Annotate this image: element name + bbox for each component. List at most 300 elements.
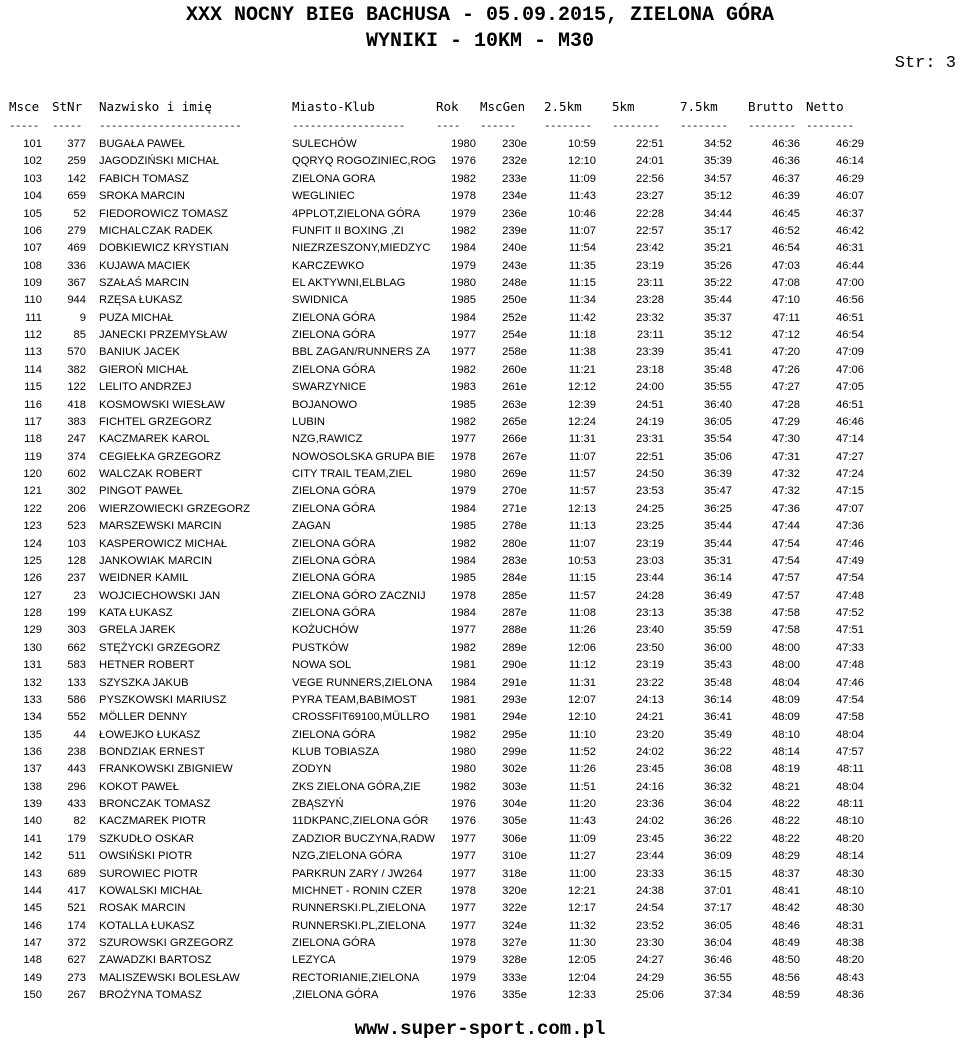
cell-time-brutto: 47:20	[772, 346, 800, 359]
cell-time-netto: 47:46	[836, 676, 864, 689]
cell-split-2-5km: 11:38	[568, 346, 596, 359]
cell-split-7-5km: 35:43	[704, 659, 732, 672]
cell-birth-year: 1977	[451, 867, 476, 880]
cell-gen-place: 266e	[502, 433, 527, 446]
cell-time-brutto: 48:49	[772, 937, 800, 949]
cell-split-7-5km: 35:22	[704, 277, 732, 289]
cell-split-5km: 23:50	[636, 641, 664, 654]
cell-split-7-5km: 35:49	[704, 728, 732, 741]
cell-time-brutto: 46:45	[772, 207, 800, 220]
cell-split-7-5km: 36:08	[704, 763, 732, 776]
cell-gen-place: 302e	[502, 763, 527, 776]
cell-athlete-name: PINGOT PAWEŁ	[99, 485, 183, 498]
cell-split-2-5km: 12:13	[568, 502, 596, 515]
cell-city-club: LUBIN	[292, 415, 325, 428]
cell-athlete-name: HETNER ROBERT	[99, 659, 195, 672]
cell-time-netto: 46:31	[836, 242, 864, 255]
cell-split-7-5km: 35:26	[704, 259, 732, 272]
cell-city-club: KARCZEWKO	[292, 259, 365, 272]
cell-birth-year: 1980	[451, 277, 476, 289]
cell-split-2-5km: 11:27	[568, 850, 596, 863]
cell-start-number: 583	[67, 659, 86, 672]
cell-city-club: BOJANOWO	[292, 398, 358, 411]
cell-gen-place: 243e	[502, 259, 527, 272]
cell-split-7-5km: 37:01	[704, 884, 732, 897]
cell-split-5km: 23:19	[636, 659, 664, 672]
cell-gen-place: 310e	[502, 850, 527, 863]
cell-birth-year: 1979	[451, 954, 476, 967]
cell-time-brutto: 48:09	[772, 711, 800, 724]
cell-gen-place: 285e	[502, 589, 527, 602]
cell-split-7-5km: 34:57	[704, 172, 732, 185]
cell-split-2-5km: 12:24	[568, 415, 596, 428]
cell-athlete-name: BONDZIAK ERNEST	[99, 746, 205, 758]
cell-place: 108	[23, 259, 42, 272]
cell-birth-year: 1980	[451, 746, 476, 758]
cell-place: 112	[24, 329, 42, 342]
cell-athlete-name: BROŻYNA TOMASZ	[99, 989, 202, 1002]
cell-split-5km: 23:30	[636, 937, 664, 949]
cell-gen-place: 288e	[502, 624, 527, 637]
cell-split-2-5km: 11:26	[568, 624, 596, 637]
cell-split-5km: 24:50	[636, 468, 664, 480]
col-header-rok: Rok	[436, 99, 459, 114]
cell-place: 110	[24, 294, 42, 307]
cell-split-7-5km: 36:26	[704, 815, 732, 828]
cell-city-club: PYRA TEAM,BABIMOST	[292, 693, 417, 706]
cell-place: 114	[24, 363, 42, 376]
divider-dashes: --------	[680, 119, 728, 132]
cell-gen-place: 265e	[502, 415, 527, 428]
cell-place: 102	[23, 155, 42, 168]
cell-birth-year: 1984	[451, 502, 476, 515]
cell-gen-place: 252e	[502, 311, 527, 324]
cell-city-club: SWARZYNICE	[292, 381, 367, 394]
cell-birth-year: 1985	[451, 572, 476, 585]
cell-place: 137	[23, 763, 42, 776]
cell-place: 127	[23, 589, 42, 602]
cell-birth-year: 1977	[451, 346, 476, 359]
cell-split-5km: 23:28	[636, 294, 664, 307]
cell-split-5km: 24:02	[636, 746, 664, 758]
cell-time-brutto: 48:04	[772, 676, 800, 689]
cell-start-number: 374	[67, 450, 86, 463]
cell-start-number: 128	[67, 554, 86, 567]
cell-split-5km: 23:20	[636, 728, 664, 741]
cell-gen-place: 278e	[502, 520, 527, 533]
cell-split-7-5km: 35:47	[704, 485, 732, 498]
cell-gen-place: 230e	[502, 138, 527, 150]
cell-split-7-5km: 36:04	[704, 798, 732, 811]
cell-gen-place: 333e	[502, 971, 527, 984]
col-header-netto: Netto	[806, 99, 844, 114]
cell-time-netto: 46:07	[836, 190, 864, 203]
cell-gen-place: 234e	[502, 190, 527, 203]
cell-split-7-5km: 36:14	[704, 693, 732, 706]
cell-split-7-5km: 37:17	[704, 902, 732, 915]
cell-athlete-name: WIERZOWIECKI GRZEGORZ	[99, 502, 251, 515]
cell-time-brutto: 47:31	[772, 450, 800, 463]
cell-place: 118	[24, 433, 42, 446]
cell-place: 116	[24, 398, 42, 411]
cell-start-number: 267	[67, 989, 86, 1002]
cell-athlete-name: WEIDNER KAMIL	[99, 572, 189, 585]
cell-split-2-5km: 11:43	[568, 190, 596, 203]
cell-time-brutto: 47:57	[772, 572, 800, 585]
cell-split-2-5km: 12:10	[568, 155, 596, 168]
cell-split-2-5km: 11:10	[568, 728, 596, 741]
cell-split-7-5km: 35:44	[704, 294, 732, 307]
cell-time-netto: 46:51	[836, 398, 864, 411]
cell-birth-year: 1976	[451, 989, 476, 1002]
cell-split-2-5km: 10:53	[568, 554, 596, 567]
cell-split-7-5km: 35:44	[704, 520, 732, 533]
cell-place: 146	[23, 919, 42, 932]
cell-start-number: 259	[67, 155, 86, 168]
cell-time-netto: 47:09	[836, 346, 864, 359]
cell-place: 148	[23, 954, 42, 967]
cell-birth-year: 1984	[451, 676, 476, 689]
cell-gen-place: 284e	[502, 572, 527, 585]
cell-athlete-name: ZAWADZKI BARTOSZ	[99, 954, 212, 967]
cell-gen-place: 280e	[502, 537, 527, 550]
cell-time-netto: 47:46	[836, 537, 864, 550]
cell-city-club: ZIELONA GÓRA	[292, 537, 376, 550]
cell-time-netto: 46:56	[836, 294, 864, 307]
cell-time-brutto: 47:10	[772, 294, 800, 307]
cell-city-club: ZKS ZIELONA GÓRA,ZIE	[292, 780, 421, 793]
cell-time-netto: 47:00	[836, 277, 864, 289]
cell-split-5km: 23:22	[636, 676, 664, 689]
cell-city-club: NIEZRZESZONY,MIEDZYC	[292, 242, 431, 255]
cell-place: 123	[23, 520, 42, 533]
divider-dashes: --------	[748, 119, 796, 132]
cell-split-7-5km: 35:39	[704, 155, 732, 168]
cell-split-2-5km: 11:57	[568, 468, 596, 480]
cell-time-brutto: 48:50	[772, 954, 800, 967]
cell-athlete-name: BRONCZAK TOMASZ	[99, 798, 211, 811]
cell-split-7-5km: 35:48	[704, 363, 732, 376]
cell-time-brutto: 47:12	[772, 329, 800, 342]
cell-place: 138	[23, 780, 42, 793]
cell-split-7-5km: 35:31	[704, 554, 732, 567]
cell-split-5km: 23:44	[636, 850, 664, 863]
cell-athlete-name: DOBKIEWICZ KRYSTIAN	[99, 242, 229, 255]
cell-athlete-name: KACZMAREK PIOTR	[99, 815, 206, 828]
cell-time-netto: 48:20	[836, 954, 864, 967]
cell-athlete-name: FIEDOROWICZ TOMASZ	[99, 207, 228, 220]
cell-split-5km: 23:39	[636, 346, 664, 359]
cell-split-2-5km: 12:21	[568, 884, 596, 897]
cell-split-7-5km: 35:17	[704, 224, 732, 237]
cell-time-brutto: 47:36	[772, 502, 800, 515]
cell-time-netto: 46:54	[836, 329, 864, 342]
cell-start-number: 372	[67, 937, 86, 949]
cell-city-club: NOWOSOLSKA GRUPA BIE	[292, 450, 435, 463]
cell-time-brutto: 47:27	[772, 381, 800, 394]
cell-city-club: ZIELONA GÓRA	[292, 554, 376, 567]
cell-time-brutto: 48:59	[772, 989, 800, 1002]
cell-place: 125	[23, 554, 42, 567]
cell-city-club: ZODYN	[292, 763, 332, 776]
cell-time-brutto: 46:37	[772, 172, 800, 185]
cell-city-club: MICHNET - RONIN CZER	[292, 884, 423, 897]
cell-place: 122	[23, 502, 42, 515]
cell-start-number: 570	[67, 346, 86, 359]
cell-split-5km: 24:13	[636, 693, 664, 706]
cell-place: 145	[23, 902, 42, 915]
cell-place: 150	[23, 989, 42, 1002]
cell-start-number: 602	[67, 468, 86, 480]
cell-gen-place: 318e	[502, 867, 527, 880]
cell-athlete-name: JANKOWIAK MARCIN	[99, 554, 213, 567]
cell-city-club: NZG,ZIELONA GÓRA	[292, 850, 403, 863]
cell-time-netto: 47:06	[836, 363, 864, 376]
cell-city-club: ZIELONA GORA	[292, 172, 376, 185]
cell-city-club: ZIELONA GÓRA	[292, 937, 376, 949]
cell-start-number: 247	[67, 433, 86, 446]
cell-time-brutto: 47:03	[772, 259, 800, 272]
cell-split-7-5km: 35:12	[704, 329, 732, 342]
cell-city-club: ZIELONA GÓRA	[292, 607, 376, 619]
cell-gen-place: 269e	[502, 468, 527, 480]
cell-place: 144	[23, 884, 42, 897]
cell-gen-place: 335e	[502, 989, 527, 1002]
cell-city-club: ,ZIELONA GÓRA	[292, 989, 379, 1002]
cell-time-brutto: 47:29	[772, 415, 800, 428]
cell-gen-place: 303e	[502, 780, 527, 793]
cell-birth-year: 1982	[451, 728, 476, 741]
col-header-club: Miasto-Klub	[292, 99, 375, 114]
cell-split-7-5km: 36:22	[704, 746, 732, 758]
col-header-mscgen: MscGen	[480, 99, 526, 114]
cell-time-netto: 46:46	[836, 415, 864, 428]
cell-split-5km: 24:27	[636, 954, 664, 967]
divider-dashes: --------	[806, 119, 854, 132]
cell-athlete-name: CEGIEŁKA GRZEGORZ	[99, 450, 221, 463]
cell-split-2-5km: 12:10	[568, 711, 596, 724]
cell-gen-place: 267e	[502, 450, 527, 463]
cell-split-5km: 24:16	[636, 780, 664, 793]
cell-time-netto: 46:42	[836, 224, 864, 237]
cell-city-club: NZG,RAWICZ	[292, 433, 363, 446]
cell-time-netto: 48:30	[836, 867, 864, 880]
cell-time-netto: 48:38	[836, 937, 864, 949]
cell-city-club: EL AKTYWNI,ELBLAG	[292, 277, 406, 289]
cell-start-number: 52	[73, 207, 86, 220]
cell-city-club: ZIELONA GÓRA	[292, 329, 376, 342]
cell-split-7-5km: 36:04	[704, 937, 732, 949]
divider-dashes: ------	[480, 119, 516, 132]
cell-time-brutto: 47:58	[772, 624, 800, 637]
cell-split-5km: 23:11	[636, 329, 664, 342]
cell-gen-place: 294e	[502, 711, 527, 724]
cell-city-club: ZIELONA GÓRO ZACZNIJ	[292, 589, 426, 602]
cell-time-netto: 47:15	[836, 485, 864, 498]
cell-city-club: QQRYQ ROGOZINIEC,ROG	[292, 155, 436, 168]
cell-athlete-name: WALCZAK ROBERT	[99, 468, 203, 480]
cell-birth-year: 1982	[451, 780, 476, 793]
cell-athlete-name: ŁOWEJKO ŁUKASZ	[99, 728, 201, 741]
cell-split-7-5km: 35:48	[704, 676, 732, 689]
cell-place: 113	[24, 346, 42, 359]
cell-split-7-5km: 36:39	[704, 468, 732, 480]
cell-time-brutto: 47:11	[772, 311, 800, 324]
cell-birth-year: 1979	[451, 207, 476, 220]
cell-time-brutto: 48:41	[772, 884, 800, 897]
cell-time-netto: 48:14	[836, 850, 864, 863]
cell-birth-year: 1978	[451, 450, 476, 463]
cell-city-club: CROSSFIT69100,MÜLLRO	[292, 711, 430, 724]
cell-time-brutto: 48:42	[772, 902, 800, 915]
cell-city-club: WEGLINIEC	[292, 190, 355, 203]
cell-split-2-5km: 11:30	[568, 937, 596, 949]
cell-split-2-5km: 11:20	[568, 798, 596, 811]
cell-birth-year: 1978	[451, 589, 476, 602]
cell-split-5km: 23:03	[636, 554, 664, 567]
cell-split-2-5km: 12:39	[568, 398, 596, 411]
cell-birth-year: 1982	[451, 415, 476, 428]
divider-dashes: ------------------------	[99, 119, 242, 132]
cell-time-brutto: 47:57	[772, 589, 800, 602]
cell-time-netto: 46:44	[836, 259, 864, 272]
cell-split-7-5km: 34:52	[704, 138, 732, 150]
cell-place: 105	[23, 207, 42, 220]
cell-city-club: ZAGAN	[292, 520, 331, 533]
cell-split-5km: 22:51	[636, 138, 664, 150]
cell-start-number: 367	[67, 277, 86, 289]
cell-start-number: 418	[67, 398, 86, 411]
cell-place: 121	[23, 485, 42, 498]
cell-split-7-5km: 35:21	[704, 242, 732, 255]
cell-birth-year: 1976	[451, 815, 476, 828]
cell-split-2-5km: 11:18	[568, 329, 596, 342]
cell-gen-place: 320e	[502, 884, 527, 897]
cell-time-netto: 46:29	[836, 172, 864, 185]
cell-place: 117	[24, 415, 42, 428]
cell-athlete-name: KACZMAREK KAROL	[99, 433, 210, 446]
cell-city-club: PARKRUN ZARY / JW264	[292, 867, 423, 880]
cell-split-5km: 22:57	[636, 224, 664, 237]
cell-gen-place: 233e	[502, 172, 527, 185]
cell-birth-year: 1984	[451, 554, 476, 567]
cell-time-netto: 46:37	[836, 207, 864, 220]
col-header-name: Nazwisko i imię	[99, 99, 212, 114]
cell-split-5km: 23:45	[636, 763, 664, 776]
cell-start-number: 521	[67, 902, 86, 915]
cell-birth-year: 1983	[451, 381, 476, 394]
divider-dashes: --------	[612, 119, 660, 132]
cell-place: 120	[23, 468, 42, 480]
cell-split-2-5km: 11:09	[568, 832, 596, 845]
cell-split-5km: 23:31	[636, 433, 664, 446]
cell-city-club: KOŻUCHÓW	[292, 624, 359, 637]
cell-birth-year: 1984	[451, 311, 476, 324]
cell-start-number: 662	[67, 641, 86, 654]
col-header-stnr: StNr	[52, 99, 83, 114]
cell-city-club: ZIELONA GÓRA	[292, 502, 376, 515]
cell-city-club: ZIELONA GÓRA	[292, 728, 376, 741]
cell-gen-place: 271e	[502, 502, 527, 515]
cell-split-7-5km: 36:55	[704, 971, 732, 984]
cell-time-netto: 47:27	[836, 450, 864, 463]
cell-time-brutto: 46:52	[772, 224, 800, 237]
cell-start-number: 659	[67, 190, 86, 203]
cell-birth-year: 1981	[451, 693, 476, 706]
cell-gen-place: 270e	[502, 485, 527, 498]
col-header-5km: 5km	[612, 99, 635, 114]
cell-place: 143	[23, 867, 42, 880]
cell-athlete-name: LELITO ANDRZEJ	[99, 381, 192, 394]
cell-time-brutto: 48:10	[772, 728, 800, 741]
cell-athlete-name: SUROWIEC PIOTR	[99, 867, 198, 880]
cell-split-2-5km: 10:46	[568, 207, 596, 220]
cell-place: 130	[23, 641, 42, 654]
cell-split-2-5km: 12:17	[568, 902, 596, 915]
cell-birth-year: 1982	[451, 172, 476, 185]
cell-city-club: ZIELONA GÓRA	[292, 485, 376, 498]
cell-split-2-5km: 11:07	[568, 450, 596, 463]
cell-city-club: 11DKPANC,ZIELONA GÓR	[292, 815, 429, 828]
cell-gen-place: 232e	[502, 155, 527, 168]
cell-split-5km: 23:32	[636, 311, 664, 324]
col-header-7-5km: 7.5km	[680, 99, 718, 114]
cell-start-number: 336	[67, 259, 86, 272]
cell-split-5km: 23:53	[636, 485, 664, 498]
cell-split-2-5km: 11:07	[568, 537, 596, 550]
cell-start-number: 302	[67, 485, 86, 498]
cell-place: 111	[24, 311, 42, 324]
cell-birth-year: 1977	[451, 832, 476, 845]
cell-gen-place: 240e	[502, 242, 527, 255]
cell-time-brutto: 47:26	[772, 363, 800, 376]
cell-city-club: RECTORIANIE,ZIELONA	[292, 971, 420, 984]
cell-athlete-name: SROKA MARCIN	[99, 190, 185, 203]
cell-birth-year: 1977	[451, 624, 476, 637]
cell-start-number: 469	[67, 242, 86, 255]
cell-start-number: 627	[67, 954, 86, 967]
cell-athlete-name: KOTALLA ŁUKASZ	[99, 919, 195, 932]
cell-gen-place: 290e	[502, 659, 527, 672]
cell-athlete-name: KUJAWA MACIEK	[99, 259, 191, 272]
cell-time-brutto: 47:44	[772, 520, 800, 533]
cell-athlete-name: STĘŻYCKI GRZEGORZ	[99, 641, 221, 654]
cell-start-number: 383	[67, 415, 86, 428]
cell-athlete-name: WOJCIECHOWSKI JAN	[99, 589, 221, 602]
cell-athlete-name: MICHALCZAK RADEK	[99, 224, 213, 237]
cell-birth-year: 1982	[451, 363, 476, 376]
col-header-brutto: Brutto	[748, 99, 794, 114]
cell-place: 129	[23, 624, 42, 637]
cell-place: 124	[23, 537, 42, 550]
cell-split-2-5km: 11:21	[568, 363, 596, 376]
cell-time-brutto: 47:32	[772, 468, 800, 480]
cell-split-5km: 25:06	[636, 989, 664, 1002]
cell-gen-place: 236e	[502, 207, 527, 220]
cell-split-7-5km: 35:54	[704, 433, 732, 446]
cell-split-7-5km: 35:06	[704, 450, 732, 463]
cell-split-5km: 24:29	[636, 971, 664, 984]
cell-athlete-name: JANECKI PRZEMYSŁAW	[99, 329, 228, 342]
cell-split-2-5km: 11:09	[568, 172, 596, 185]
cell-athlete-name: KOWALSKI MICHAŁ	[99, 884, 203, 897]
cell-time-brutto: 48:22	[772, 815, 800, 828]
cell-split-5km: 23:45	[636, 832, 664, 845]
cell-split-2-5km: 12:07	[568, 693, 596, 706]
cell-birth-year: 1977	[451, 433, 476, 446]
cell-split-7-5km: 36:40	[704, 398, 732, 411]
cell-start-number: 377	[67, 138, 86, 150]
